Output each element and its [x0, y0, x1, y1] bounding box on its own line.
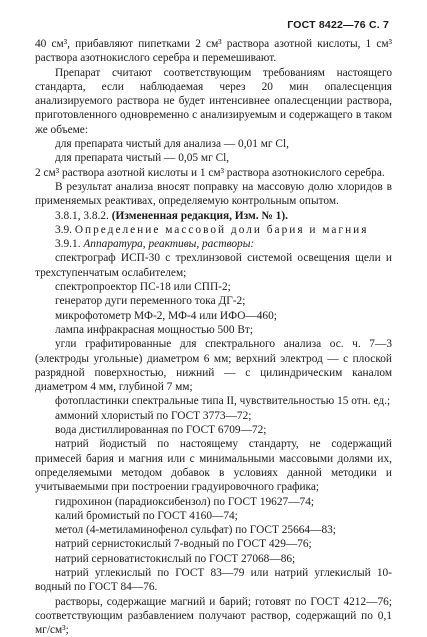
paragraph-25: растворы, содержащие магний и барий; готовят по ГОСТ 4212—76; соответствующим разбавлением получают раствор, содержащий по 0,1 мг/см³; [35, 595, 392, 637]
clause-number: 3.8.1, 3.8.2. [55, 209, 109, 222]
paragraph-19: гидрохинон (парадиоксибензол) по ГОСТ 19627—74; [55, 495, 315, 508]
paragraph-1: Препарат считают соответствующим требованиям настоящего стандарта, если наблюдаемая через 20 мин опалесценция анализируемого раствора не будет интенсивнее опалесценции раствора, приготовленного одновременно с анализируемым и содержащего в таком же объеме: [35, 66, 392, 136]
paragraph-14: угли графитированные для спектрального анализа ос. ч. 7—3 (электроды угольные) диаметром 6 мм; верхний электрод — с плоской разрядной поверхностью, нижний — с цилиндрическим каналом диаметром 4 мм, глубиной 7 мм; [35, 338, 392, 394]
paragraph-17: вода дистиллированная по ГОСТ 6709—72; [55, 424, 267, 437]
paragraph-18: натрий йодистый по настоящему стандарту, не содержащий примесей бария и магния или с минимальными массовыми долями их, определяемыми методом добавок в условиях данной методики и учитываемыми при построении градуировочного графика; [35, 438, 392, 494]
subsection-title: Аппаратура, реактивы, растворы: [83, 238, 255, 251]
paragraph-3: для препарата чистый — 0,05 мг Cl, [55, 152, 230, 165]
paragraph-15: фотопластинки спектральные типа II, чувствительностью 15 отн. ед.; [55, 395, 391, 408]
page-header: ГОСТ 8422—76 С. 7 [287, 19, 389, 31]
paragraph-16: аммоний хлористый по ГОСТ 3773—72; [55, 409, 252, 422]
paragraph-10: спектропроектор ПС-18 или СПП-2; [55, 281, 231, 294]
paragraph-13: лампа инфракрасная мощностью 500 Вт; [55, 323, 254, 336]
paragraph-2: для препарата чистый для анализа — 0,01 мг Cl, [55, 138, 289, 151]
paragraph-12: микрофотометр МФ-2, МФ-4 или ИФО—460; [55, 309, 277, 322]
paragraph-5: В результат анализа вносят поправку на массовую долю хлоридов в применяемых реактивах, определяемую контрольным опытом. [35, 180, 392, 208]
amendment-note: (Измененная редакция, Изм. № 1). [111, 209, 288, 222]
paragraph-11: генератор дуги переменного тока ДГ-2; [55, 295, 246, 308]
document-body [35, 37, 392, 637]
section-number: 3.9. [55, 223, 73, 236]
paragraph-9: спектрограф ИСП-30 с трехлинзовой системой освещения щели и трехступенчатым ослабителем; [35, 252, 392, 279]
paragraph-21: метол (4-метиламинофенол сульфат) по ГОСТ 25664—83; [55, 524, 336, 537]
paragraph-0: 40 см³, прибавляют пипетками 2 см³ раствора азотной кислоты, 1 см³ раствора азотнокислого серебра и перемешивают. [35, 38, 392, 65]
paragraph-23: натрий серноватистокислый по ГОСТ 27068—86; [55, 552, 296, 565]
paragraph-7 [35, 223, 392, 237]
paragraph-20: калий бромистый по ГОСТ 4160—74; [55, 509, 238, 522]
paragraph-24: натрий углекислый по ГОСТ 83—79 или натрий углекислый 10-водный по ГОСТ 84—76. [35, 566, 392, 594]
subsection-number: 3.9.1. [55, 238, 81, 251]
paragraph-8 [35, 237, 392, 251]
paragraph-22: натрий сернистокислый 7-водный по ГОСТ 429—76; [55, 538, 312, 551]
paragraph-6 [35, 209, 392, 223]
paragraph-4: 2 см³ раствора азотной кислоты и 1 см³ раствора азотнокислого серебра. [35, 166, 385, 179]
section-title: Определение массовой доли бария и магния [74, 223, 369, 236]
